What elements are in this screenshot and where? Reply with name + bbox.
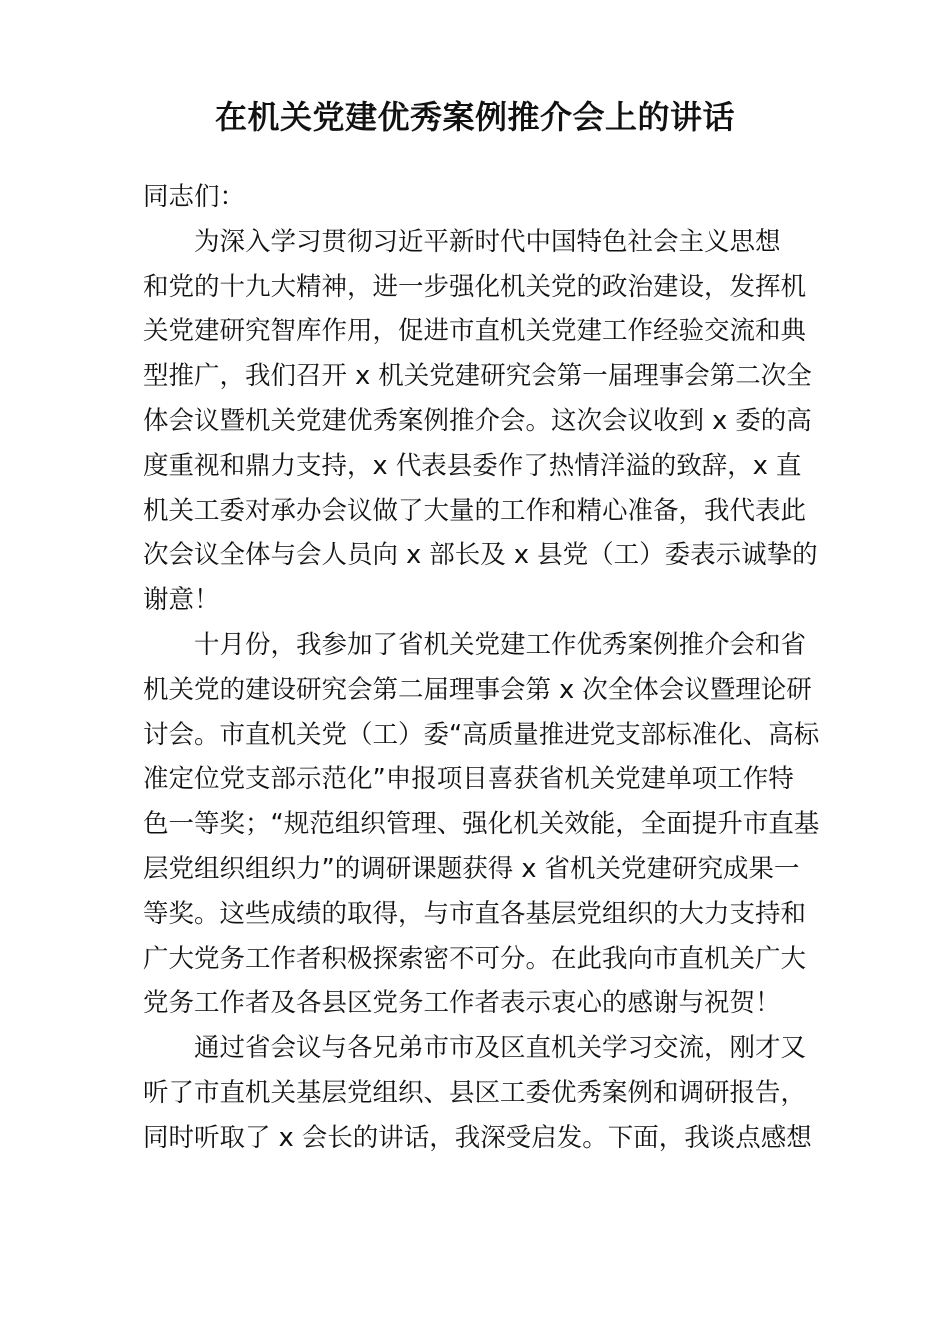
paragraph-line: 为深入学习贯彻习近平新时代中国特色社会主义思想: [194, 226, 781, 257]
paragraph-line: 听了市直机关基层党组织、县区工委优秀案例和调研报告，: [143, 1077, 807, 1108]
paragraph-line: 讨会。市直机关党（工）委“高质量推进党支部标准化、高标: [143, 719, 820, 750]
paragraph-3: [143, 1026, 843, 1160]
paragraph-line: 次会议全体与会人员向 x 部长及 x 县党（工）委表示诚挚的: [143, 540, 818, 571]
paragraph-line: 度重视和鼎力支持，x 代表县委作了热情洋溢的致辞，x 直: [143, 450, 802, 481]
paragraph-line: 机关工委对承办会议做了大量的工作和精心准备，我代表此: [143, 495, 807, 526]
paragraph-line: 和党的十九大精神，进一步强化机关党的政治建设，发挥机: [143, 271, 807, 302]
paragraph-line: 体会议暨机关党建优秀案例推介会。这次会议收到 x 委的高: [143, 405, 812, 436]
paragraph-line: 准定位党支部示范化”申报项目喜获省机关党建单项工作特: [143, 764, 794, 795]
paragraph-line: 党务工作者及各县区党务工作者表示衷心的感谢与祝贺！: [143, 988, 781, 1019]
paragraph-line: 型推广，我们召开 x 机关党建研究会第一届理事会第二次全: [143, 361, 812, 392]
paragraph-line: 通过省会议与各兄弟市市及区直机关学习交流，刚才又: [194, 1033, 807, 1064]
paragraph-line: 谢意！: [143, 585, 220, 616]
document-title: 在机关党建优秀案例推介会上的讲话: [214, 98, 735, 136]
paragraph-line: 同时听取了 x 会长的讲话，我深受启发。下面，我谈点感想: [143, 1122, 812, 1153]
paragraph-line: 关党建研究智库作用，促进市直机关党建工作经验交流和典: [143, 316, 807, 347]
paragraph-line: 机关党的建设研究会第二届理事会第 x 次全体会议暨理论研: [143, 674, 812, 705]
paragraph-2: [143, 623, 843, 1026]
paragraph-line: 十月份，我参加了省机关党建工作优秀案例推介会和省: [194, 629, 807, 660]
paragraph-line: 层党组织组织力”的调研课题获得 x 省机关党建研究成果一: [143, 853, 800, 884]
paragraph-line: 等奖。这些成绩的取得，与市直各基层党组织的大力支持和: [143, 898, 807, 929]
document-body: [143, 175, 843, 1161]
paragraph-1: [143, 220, 843, 623]
salutation: 同志们：: [143, 182, 246, 212]
paragraph-line: 广大党务工作者积极探索密不可分。在此我向市直机关广大: [143, 943, 807, 974]
paragraph-line: 色一等奖；“规范组织管理、强化机关效能，全面提升市直基: [143, 809, 820, 840]
